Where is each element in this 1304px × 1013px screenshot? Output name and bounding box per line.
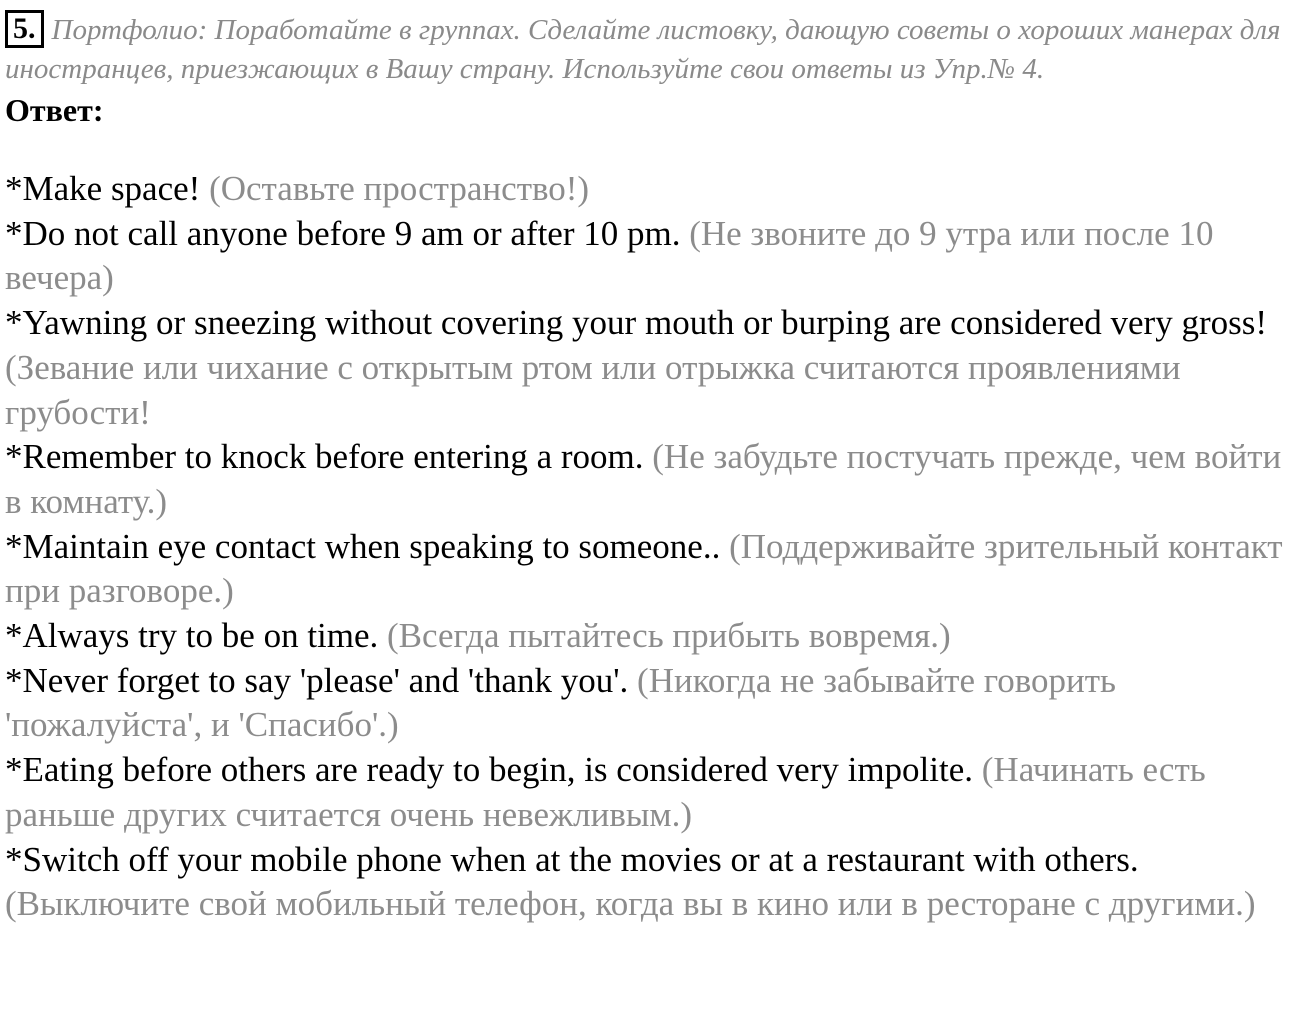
tip-russian: (Оставьте пространство!) — [209, 169, 590, 208]
document-page — [5, 10, 1301, 927]
tip-russian: (Выключите свой мобильный телефон, когда вы в кино или в ресторане с другими.) — [5, 884, 1256, 924]
tip-item — [5, 167, 1301, 212]
tip-english: *Do not call anyone before 9 am or after 10 pm. — [5, 213, 681, 253]
tip-english: *Yawning or sneezing without covering your mouth or burping are considered very gross! — [5, 303, 1268, 343]
tip-item — [5, 525, 1301, 614]
tip-item — [5, 435, 1301, 524]
answer-heading: Ответ: — [5, 92, 104, 128]
tips-list — [5, 167, 1301, 927]
task-text: Портфолио: Поработайте в группах. Сделайте листовку, дающую советы о хороших манерах для иностранцев, приезжающих в Вашу страну. Используйте свои ответы из Упр.№ 4. — [5, 14, 1281, 85]
tip-russian: (Всегда пытайтесь прибыть вовремя.) — [387, 616, 951, 656]
tip-russian: (Поддерживайте зрительный контакт при разговоре.) — [5, 526, 1283, 611]
tip-russian: (Начинать есть раньше других считается очень невежливым.) — [5, 750, 1206, 834]
tip-english: *Remember to knock before entering a room. — [5, 437, 644, 477]
tip-english: *Make space! — [5, 169, 201, 208]
tip-english: *Eating before others are ready to begin, is considered very impolite. — [5, 750, 974, 790]
tip-item — [5, 301, 1301, 435]
tip-item — [5, 614, 1301, 659]
tip-english: *Always try to be on time. — [5, 616, 379, 656]
tip-russian: (Никогда не забывайте говорить 'пожалуйста', и 'Спасибо'.) — [5, 660, 1117, 745]
tip-russian: (Зевание или чихание с открытым ртом или отрыжка считаются проявлениями грубости! — [5, 347, 1181, 432]
tip-english: *Switch off your mobile phone when at the movies or at a restaurant with others. — [5, 839, 1139, 879]
tip-item — [5, 212, 1301, 301]
tip-item — [5, 659, 1301, 748]
tip-english: *Never forget to say 'please' and 'thank you'. — [5, 660, 629, 700]
tip-item — [5, 838, 1301, 927]
tip-russian: (Не звоните до 9 утра или после 10 вечера) — [5, 213, 1214, 298]
tip-item — [5, 748, 1301, 837]
task-statement — [5, 10, 1301, 89]
task-number-box: 5. — [5, 10, 44, 48]
tip-english: *Maintain eye contact when speaking to someone.. — [5, 526, 721, 566]
tip-russian: (Не забудьте постучать прежде, чем войти в комнату.) — [5, 437, 1282, 521]
